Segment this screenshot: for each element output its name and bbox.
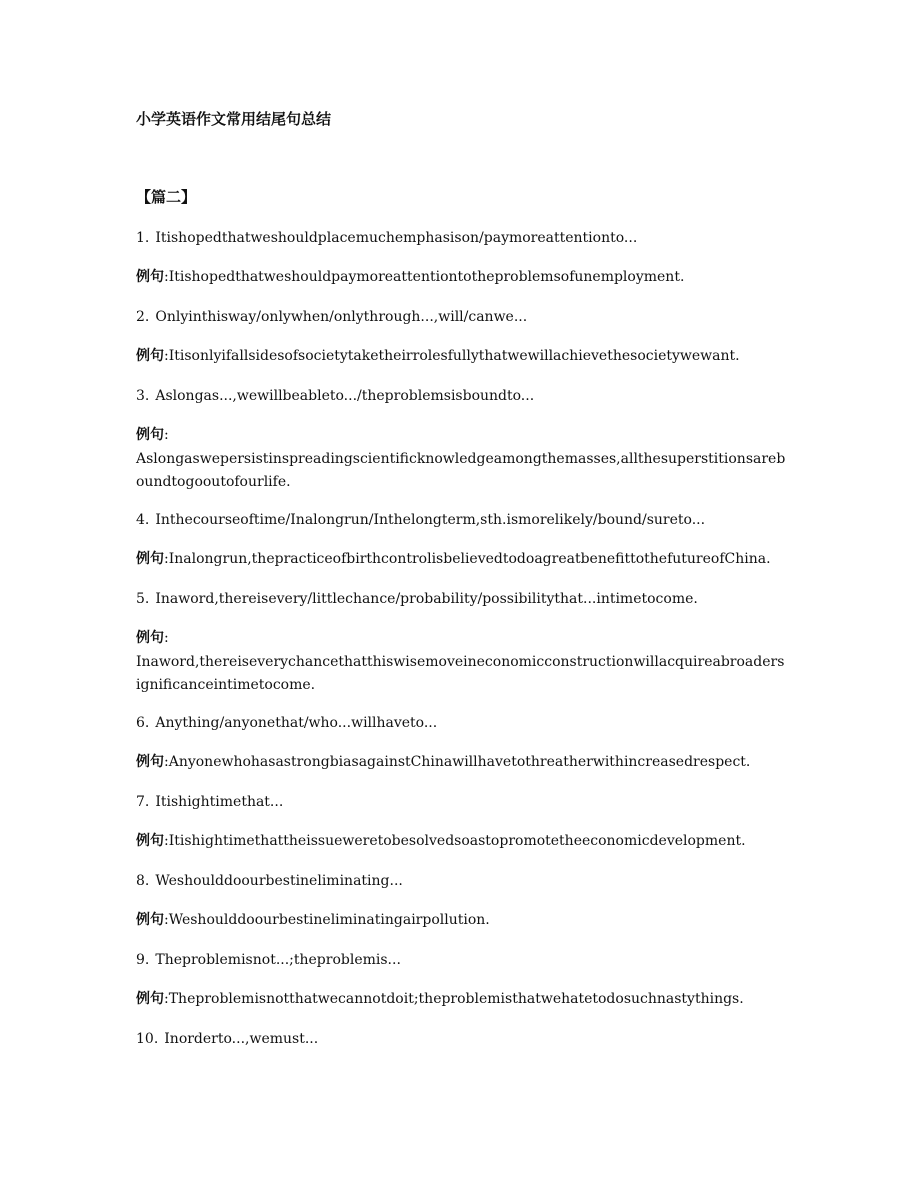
pattern-6	[136, 712, 437, 735]
pattern-1	[136, 227, 637, 250]
pattern-text: Aslongas...,wewillbeableto.../theproblemsisboundto...	[155, 388, 535, 404]
example-sep: :	[164, 551, 169, 567]
pattern-text: Anything/anyonethat/who...willhaveto...	[155, 715, 438, 731]
pattern-2	[136, 306, 527, 329]
pattern-text: Weshoulddoourbestineliminating...	[155, 873, 403, 889]
pattern-4	[136, 509, 705, 532]
pattern-3	[136, 385, 534, 408]
pattern-text: Theproblemisnot...;theproblemis...	[155, 952, 401, 968]
example-label: 例句	[136, 754, 164, 770]
pattern-text: Inthecourseoftime/Inalongrun/Inthelongterm,sth.ismorelikely/bound/sureto...	[155, 512, 706, 528]
example-label: 例句	[136, 427, 164, 443]
example-sep: :	[164, 348, 169, 364]
example-5-label	[136, 627, 169, 650]
example-sep: :	[164, 991, 169, 1007]
pattern-text: Itishopedthatweshouldplacemuchemphasison/paymoreattentionto...	[155, 230, 638, 246]
pattern-9	[136, 949, 401, 972]
example-label: 例句	[136, 991, 164, 1007]
pattern-text: Itishightimethat...	[155, 794, 284, 810]
pattern-8	[136, 870, 403, 893]
example-text: Itisonlyifallsidesofsocietytaketheirrolesfullythatwewillachievethesocietywewant.	[168, 348, 740, 364]
example-label: 例句	[136, 630, 164, 646]
example-sep: :	[164, 630, 169, 646]
example-sep: :	[164, 833, 169, 849]
example-text: AnyonewhohasastrongbiasagainstChinawillhavetothreatherwithincreasedrespect.	[168, 754, 751, 770]
item-number: 5.	[136, 591, 150, 607]
example-label: 例句	[136, 551, 164, 567]
example-text: Weshoulddoourbestineliminatingairpollution.	[168, 912, 490, 928]
example-text: Itishopedthatweshouldpaymoreattentiontotheproblemsofunemployment.	[168, 269, 685, 285]
example-5: Inaword,thereiseverychancethatthiswisemoveineconomicconstructionwillacquireabroadersignificanceintimetocome.	[136, 654, 785, 693]
item-number: 1.	[136, 230, 150, 246]
example-sep: :	[164, 912, 169, 928]
example-label: 例句	[136, 912, 164, 928]
example-label: 例句	[136, 348, 164, 364]
pattern-text: Inorderto...,wemust...	[164, 1031, 319, 1047]
example-7	[136, 830, 746, 853]
example-sep: :	[164, 427, 169, 443]
example-1	[136, 266, 684, 289]
pattern-10	[136, 1028, 318, 1051]
example-sep: :	[164, 269, 169, 285]
item-number: 8.	[136, 873, 150, 889]
example-text: Itishightimethattheissueweretobesolvedsoastopromotetheeconomicdevelopment.	[168, 833, 746, 849]
example-6	[136, 751, 750, 774]
example-3-label	[136, 424, 169, 447]
page-title: 小学英语作文常用结尾句总结	[136, 110, 332, 128]
item-number: 3.	[136, 388, 150, 404]
example-sep: :	[164, 754, 169, 770]
pattern-text: Inaword,thereisevery/littlechance/probability/possibilitythat...intimetocome.	[155, 591, 698, 607]
item-number: 6.	[136, 715, 150, 731]
item-number: 7.	[136, 794, 150, 810]
pattern-7	[136, 791, 283, 814]
item-number: 2.	[136, 309, 150, 325]
example-label: 例句	[136, 833, 164, 849]
example-2	[136, 345, 740, 368]
item-number: 9.	[136, 952, 150, 968]
item-number: 10.	[136, 1031, 159, 1047]
example-4	[136, 548, 771, 571]
example-9	[136, 988, 744, 1011]
example-label: 例句	[136, 269, 164, 285]
example-8	[136, 909, 490, 932]
pattern-5	[136, 588, 698, 611]
example-3: Aslongaswepersistinspreadingscientificknowledgeamongthemasses,allthesuperstitionsareboundtogooutofourlife.	[136, 451, 786, 490]
item-number: 4.	[136, 512, 150, 528]
example-text: Inalongrun,thepracticeofbirthcontrolisbelievedtodoagreatbenefittothefutureofChina.	[168, 551, 771, 567]
section-heading: 【篇二】	[136, 188, 197, 206]
example-text: Theproblemisnotthatwecannotdoit;theproblemisthatwehatetodosuchnastythings.	[168, 991, 744, 1007]
pattern-text: Onlyinthisway/onlywhen/onlythrough...,will/canwe...	[155, 309, 528, 325]
